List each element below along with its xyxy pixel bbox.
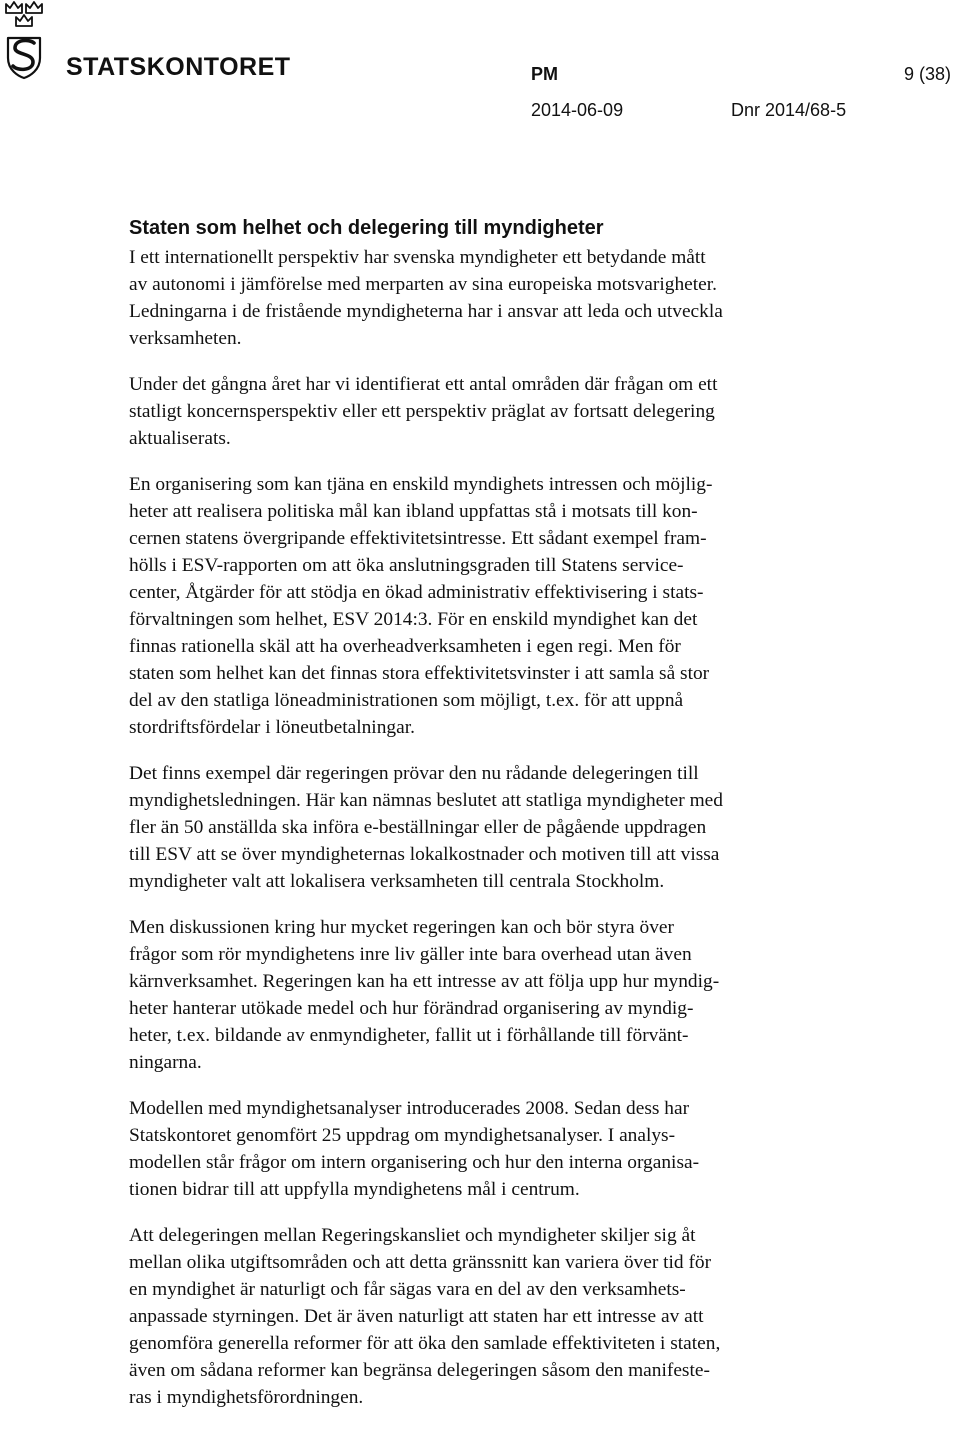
paragraph-line: finnas rationella skäl att ha overheadverksamheten i egen regi. Men för: [129, 636, 681, 657]
paragraph-line: ningarna.: [129, 1052, 202, 1073]
paragraph-line: anpassade styrningen. Det är även naturligt att staten har ett intresse av att: [129, 1306, 704, 1327]
paragraph-line: Att delegeringen mellan Regeringskansliet och myndigheter skiljer sig åt: [129, 1225, 696, 1246]
paragraph-line: Statskontoret genomfört 25 uppdrag om myndighetsanalyser. I analys-: [129, 1125, 676, 1146]
paragraph-line: heter att realisera politiska mål kan ibland uppfattas stå i motsats till kon-: [129, 501, 698, 522]
paragraph-line: kärnverksamhet. Regeringen kan ha ett intresse av att följa upp hur myndig-: [129, 971, 720, 992]
section-heading: Staten som helhet och delegering till myndigheter: [129, 217, 604, 239]
paragraph-line: myndigheter valt att lokalisera verksamheten till centrala Stockholm.: [129, 871, 665, 892]
paragraph-line: Modellen med myndighetsanalyser introducerades 2008. Sedan dess har: [129, 1098, 690, 1119]
paragraph-line: av autonomi i jämförelse med merparten av sina europeiska motsvarigheter.: [129, 274, 717, 295]
paragraph-line: hölls i ESV-rapporten om att öka anslutningsgraden till Statens service-: [129, 555, 684, 576]
paragraph-line: statligt koncernsperspektiv eller ett perspektiv präglat av fortsatt delegering: [129, 401, 715, 422]
paragraph-line: frågor som rör myndighetens inre liv gäller inte bara overhead utan även: [129, 944, 692, 965]
body-paragraph: [129, 760, 857, 895]
paragraph-line: mellan olika utgiftsområden och att detta gränssnitt kan variera över tid för: [129, 1252, 712, 1273]
body-paragraph: [129, 371, 857, 452]
paragraph-line: staten som helhet kan det finnas stora effektivitetsvinster i att samla så stor: [129, 663, 710, 684]
org-name: STATSKONTORET: [66, 53, 291, 81]
paragraph-line: Det finns exempel där regeringen prövar den nu rådande delegeringen till: [129, 763, 699, 784]
paragraph-line: myndighetsledningen. Här kan nämnas beslutet att statliga myndigheter med: [129, 790, 723, 811]
paragraph-line: En organisering som kan tjäna en enskild myndighets intressen och möjlig-: [129, 474, 713, 495]
page-number: 9 (38): [904, 64, 952, 84]
document-body: [129, 215, 857, 1430]
paragraph-line: Ledningarna i de fristående myndigheterna har i ansvar att leda och utveckla: [129, 301, 723, 322]
statskontoret-logo-icon: [4, 0, 60, 85]
paragraph-line: fler än 50 anställda ska införa e-beställningar eller de pågående uppdragen: [129, 817, 707, 838]
paragraph-line: verksamheten.: [129, 328, 242, 349]
paragraph-line: del av den statliga löneadministrationen som möjligt, t.ex. för att uppnå: [129, 690, 684, 711]
paragraph-line: center, Åtgärder för att stödja en ökad administrativ effektivisering i stats-: [129, 582, 704, 603]
paragraph-line: cernen statens övergripande effektivitetsintresse. Ett sådant exempel fram-: [129, 528, 707, 549]
document-date: 2014-06-09: [531, 100, 624, 120]
document-reference-number: Dnr 2014/68-5: [731, 100, 847, 120]
paragraph-line: heter hanterar utökade medel och hur förändrad organisering av myndig-: [129, 998, 694, 1019]
paragraph-list: [129, 244, 857, 1411]
body-paragraph: [129, 471, 857, 741]
body-paragraph: [129, 244, 857, 352]
paragraph-line: en myndighet är naturligt och får sägas vara en del av den verksamhets-: [129, 1279, 686, 1300]
paragraph-line: modellen står frågor om intern organisering och hur den interna organisa-: [129, 1152, 700, 1173]
paragraph-line: I ett internationellt perspektiv har svenska myndigheter ett betydande mått: [129, 247, 706, 268]
document-type: PM: [531, 64, 558, 84]
paragraph-line: Under det gångna året har vi identifierat ett antal områden där frågan om ett: [129, 374, 718, 395]
paragraph-line: förvaltningen som helhet, ESV 2014:3. För en enskild myndighet kan det: [129, 609, 698, 630]
paragraph-line: tionen bidrar till att uppfylla myndighetens mål i centrum.: [129, 1179, 580, 1200]
body-paragraph: [129, 914, 857, 1076]
body-paragraph: [129, 1222, 857, 1411]
paragraph-line: heter, t.ex. bildande av enmyndigheter, fallit ut i förhållande till förvänt-: [129, 1025, 689, 1046]
paragraph-line: stordriftsfördelar i löneutbetalningar.: [129, 717, 415, 738]
paragraph-line: även om sådana reformer kan begränsa delegeringen såsom den manifeste-: [129, 1360, 710, 1381]
paragraph-line: aktualiserats.: [129, 428, 231, 449]
paragraph-line: ras i myndighetsförordningen.: [129, 1387, 364, 1408]
body-paragraph: [129, 1095, 857, 1203]
paragraph-line: till ESV att se över myndigheternas lokalkostnader och motiven till att vissa: [129, 844, 720, 865]
paragraph-line: genomföra generella reformer för att öka den samlade effektiviteten i staten,: [129, 1333, 721, 1354]
paragraph-line: Men diskussionen kring hur mycket regeringen kan och bör styra över: [129, 917, 674, 938]
